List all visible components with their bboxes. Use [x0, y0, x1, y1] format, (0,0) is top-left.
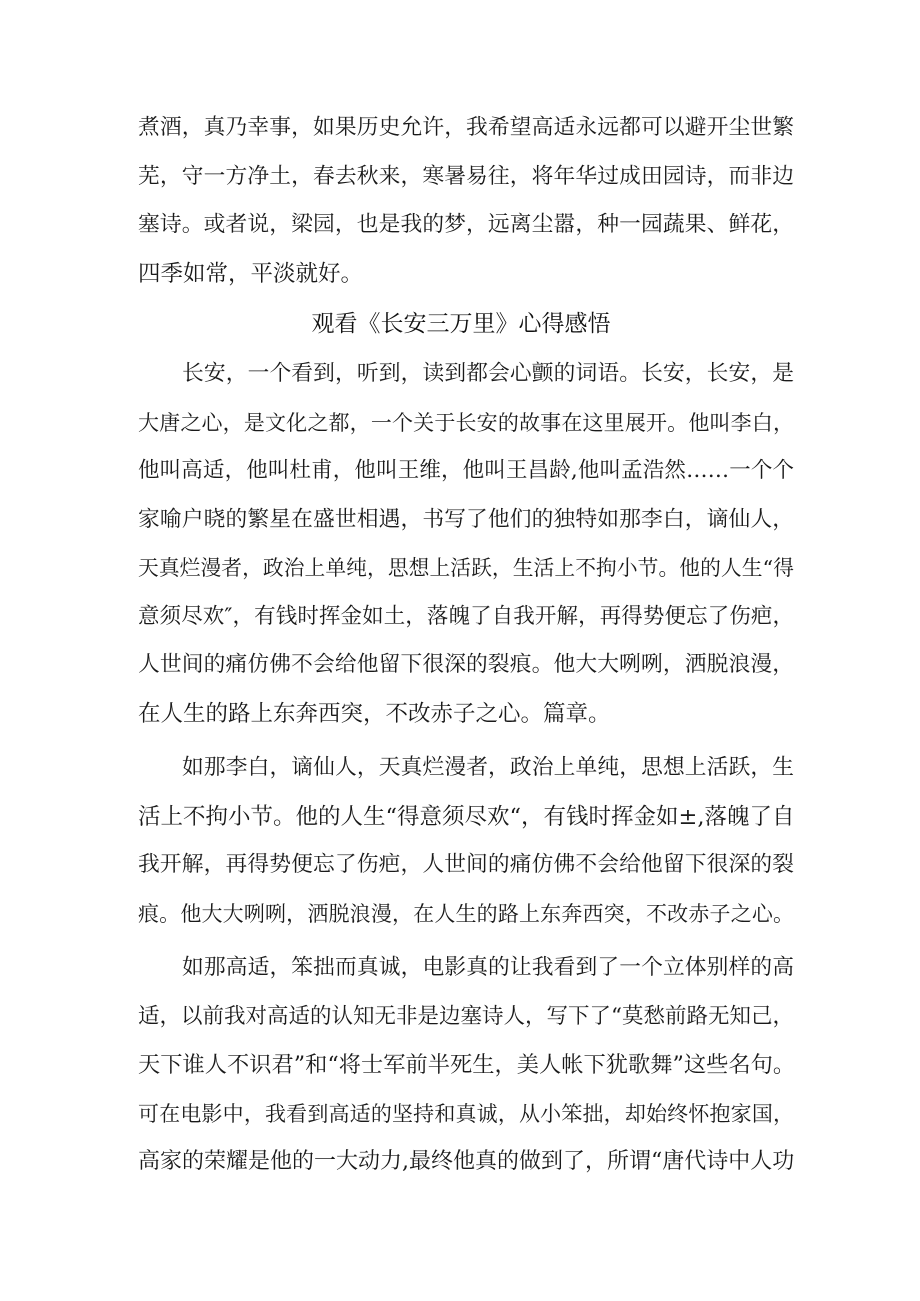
text-line: 人世间的痛仿佛不会给他留下很深的裂痕。他大大咧咧，洒脱浪漫，	[138, 652, 794, 677]
text-line: 他叫高适，他叫杜甫，他叫王维，他叫王昌龄,他叫孟浩然……一个个	[138, 458, 794, 483]
text-line: 活上不拘小节。他的人生“得意须尽欢“，有钱时挥金如±,落魄了自	[138, 803, 795, 830]
text-line: 大唐之心，是文化之都，一个关于长安的故事在这里展开。他叫李白，	[138, 410, 794, 435]
text-line: 痕。他大大咧咧，洒脱浪漫，在人生的路上东奔西突，不改赤子之心。	[138, 901, 794, 926]
text-line: 天下谁人不识君”和“将士军前半死生，美人帐下犹歌舞”这些名句。	[138, 1052, 796, 1078]
text-line: 天真烂漫者，政治上单纯，思想上活跃，生活上不拘小节。他的人生“得	[138, 556, 794, 580]
text-line: 我开解，再得势便忘了伤疤，人世间的痛仿佛不会给他留下很深的裂	[138, 852, 794, 877]
text-line: 如那李白，谪仙人，天真烂漫者，政治上单纯，思想上活跃，生	[182, 755, 794, 780]
text-line: 如那高适，笨拙而真诚，电影真的让我看到了一个立体别样的高	[182, 955, 794, 980]
document-body	[138, 104, 794, 1187]
text-line: 塞诗。或者说，梁园，也是我的梦，远离尘嚣，种一园蔬果、鲜花，	[138, 212, 794, 237]
text-line: 芜，守一方净土，春去秋来，寒暑易往，将年华过成田园诗，而非边	[138, 163, 794, 189]
page-title: 观看《长安三万里》心得感悟	[311, 311, 611, 337]
paragraph-1	[138, 350, 794, 738]
text-line: 可在电影中，我看到高适的坚持和真诚，从小笨拙，却始终怀抱家国，	[138, 1101, 794, 1126]
text-line: 意须尽欢″，有钱时挥金如土，落魄了自我开解，再得势便忘了伤疤，	[138, 603, 794, 629]
text-line: 高家的荣耀是他的一大动力,最终他真的做到了，所谓“唐代诗中人功	[138, 1149, 795, 1174]
paragraph-2	[138, 744, 794, 938]
text-line: 煮酒，真乃幸事，如果历史允许，我希望高适永远都可以避开尘世繁	[138, 115, 794, 140]
text-line: 适，以前我对高适的认知无非是边塞诗人，写下了“莫愁前路无知己，	[138, 1003, 794, 1029]
text-line: 四季如常，平淡就好。	[138, 260, 364, 287]
text-line: 在人生的路上东奔西突，不改赤子之心。篇章。	[138, 700, 611, 727]
paragraph-3	[138, 944, 794, 1187]
intro-paragraph	[138, 104, 794, 298]
text-line: 长安，一个看到，听到，读到都会心颤的词语。长安，长安，是	[182, 361, 794, 386]
text-line: 家喻户晓的繁星在盛世相遇，书写了他们的独特如那李白，谪仙人，	[138, 506, 794, 532]
